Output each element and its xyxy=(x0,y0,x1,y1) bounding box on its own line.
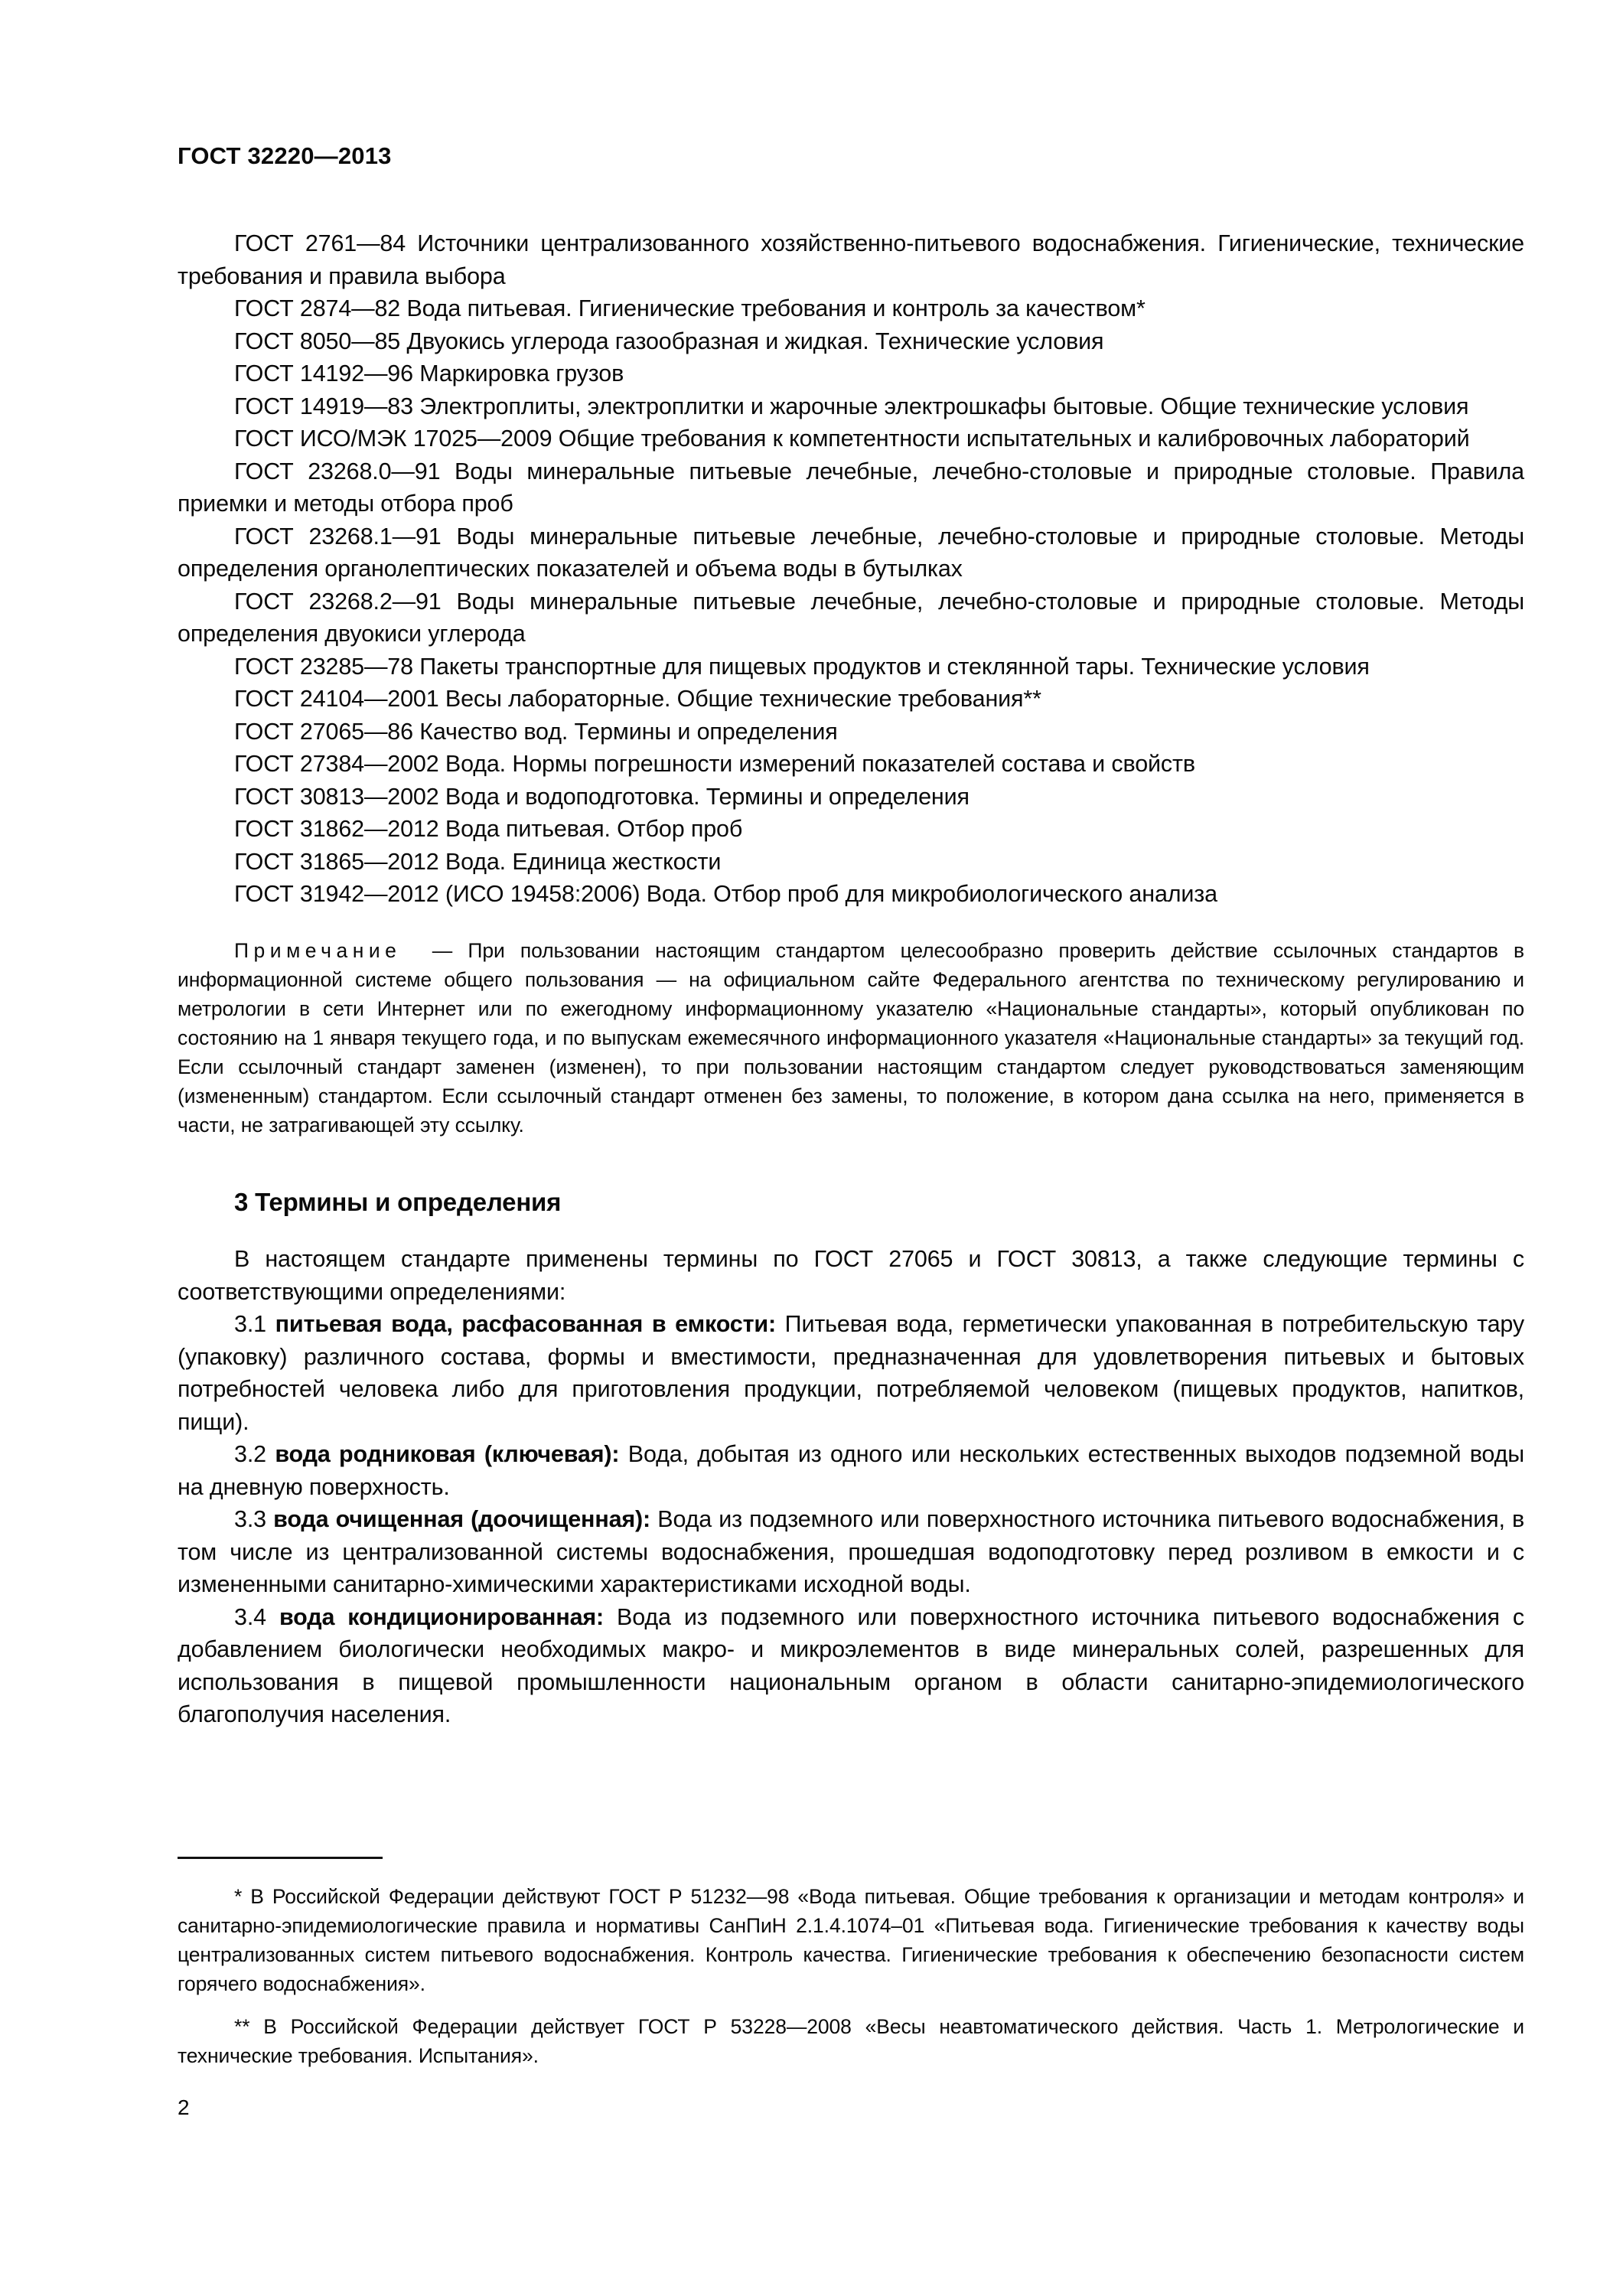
reference-item: ГОСТ 8050—85 Двуокись углерода газообразная и жидкая. Технические условия xyxy=(234,328,1104,354)
reference-item: ГОСТ 31865—2012 Вода. Единица жесткости xyxy=(234,848,722,875)
definition-term: вода кондиционированная: xyxy=(279,1603,605,1630)
reference-item: ГОСТ 23268.1—91 Воды минеральные питьевые лечебные, лечебно-столовые и природные столовые. Методы определения органолептических показателей и объема воды в бутылках xyxy=(178,523,1524,582)
note-paragraph xyxy=(178,936,1524,1140)
footnote-separator-rule xyxy=(178,1857,383,1859)
note-block xyxy=(178,936,1524,1140)
reference-item: ГОСТ 23285—78 Пакеты транспортные для пищевых продуктов и стеклянной тары. Технические условия xyxy=(234,653,1370,680)
footnote xyxy=(178,1882,1524,1998)
definition-number: 3.2 xyxy=(234,1441,275,1468)
reference-item: ГОСТ 27065—86 Качество вод. Термины и определения xyxy=(234,718,838,745)
running-header: ГОСТ 32220—2013 xyxy=(178,142,392,169)
definition-item xyxy=(178,1503,1524,1601)
footnote-marker: * xyxy=(234,1885,251,1908)
note-body: При пользовании настоящим стандартом целесообразно проверить действие ссылочных стандартов в информационной системе общего пользования — на официальном сайте Федерального агентства по техническому регулированию и метрологии в сети Интернет или по ежегодному информационному указателю «Национальные стандарты», который опубликован по состоянию на 1 января текущего года, и по выпускам ежемесячного информационного указателя «Национальные стандарты» за текущий год. Если ссылочный стандарт заменен (изменен), то при пользовании настоящим стандартом следует руководствоваться заменяющим (измененным) стандартом. Если ссылочный стандарт отменен без замены, то положение, в котором дана ссылка на него, применяется в части, не затрагивающей эту ссылку. xyxy=(178,938,1525,1137)
section-intro-paragraph: В настоящем стандарте применены термины по ГОСТ 27065 и ГОСТ 30813, а также следующие термины с соответствующими определениями: xyxy=(178,1246,1524,1305)
definition-term: вода родниковая (ключевая): xyxy=(275,1441,620,1468)
reference-item: ГОСТ 2761—84 Источники централизованного хозяйственно-питьевого водоснабжения. Гигиенические, технические требования и правила выбора xyxy=(178,230,1524,289)
definition-item xyxy=(178,1438,1524,1503)
reference-item: ГОСТ 30813—2002 Вода и водоподготовка. Термины и определения xyxy=(234,783,970,810)
definition-text: Питьевая вода, герметически упакованная в потребительскую тару (упаковку) различного состава, формы и вместимости, предназначенная для удовлетворения питьевых и бытовых потребностей человека либо для приготовления продукции, потребляемой человеком (пищевых продуктов, напитков, пищи). xyxy=(178,1311,1524,1435)
section-heading-terms: 3 Термины и определения xyxy=(234,1187,562,1216)
definition-number: 3.3 xyxy=(234,1506,274,1533)
reference-item: ГОСТ 23268.0—91 Воды минеральные питьевые лечебные, лечебно-столовые и природные столовые. Правила приемки и методы отбора проб xyxy=(178,458,1524,517)
definition-term: питьевая вода, расфасованная в емкости: xyxy=(275,1311,776,1338)
footnote-text: В Российской Федерации действуют ГОСТ Р 51232—98 «Вода питьевая. Общие требования к организации и методам контроля» и санитарно-эпидемиологические правила и нормативы СанПиН 2.1.4.1074–01 «Питьевая вода. Гигиенические требования к качеству воды централизованных систем питьевого водоснабжения. Контроль качества. Гигиенические требования к обеспечению безопасности систем горячего водоснабжения». xyxy=(178,1885,1524,1995)
footnote xyxy=(178,2012,1524,2070)
definition-text: Вода из подземного или поверхностного источника питьевого водоснабжения с добавлением биологически необходимых макро- и микроэлементов в виде минеральных солей, разрешенных для использования в пищевой промышленности национальным органом в области санитарно-эпидемиологического благополучия населения. xyxy=(178,1603,1525,1728)
page-content xyxy=(178,144,1524,1731)
reference-item: ГОСТ 23268.2—91 Воды минеральные питьевые лечебные, лечебно-столовые и природные столовые. Методы определения двуокиси углерода xyxy=(178,588,1524,647)
definition-number: 3.4 xyxy=(234,1603,279,1630)
note-label: Примечание xyxy=(234,938,402,962)
note-dash-space xyxy=(401,939,432,962)
reference-item: ГОСТ 14192—96 Маркировка грузов xyxy=(234,360,624,386)
note-dash-space2 xyxy=(452,939,468,962)
reference-item: ГОСТ 24104—2001 Весы лабораторные. Общие технические требования** xyxy=(234,686,1041,712)
reference-item: ГОСТ 31942—2012 (ИСО 19458:2006) Вода. Отбор проб для микробиологического анализа xyxy=(234,881,1217,907)
reference-item: ГОСТ 14919—83 Электроплиты, электроплитки и жарочные электрошкафы бытовые. Общие технические условия xyxy=(234,393,1469,419)
reference-item: ГОСТ 2874—82 Вода питьевая. Гигиенические требования и контроль за качеством* xyxy=(234,295,1146,321)
definitions-list xyxy=(178,1308,1524,1731)
note-dash: — xyxy=(432,938,453,962)
reference-item: ГОСТ ИСО/МЭК 17025—2009 Общие требования к компетентности испытательных и калибровочных лабораторий xyxy=(234,426,1470,452)
definition-term: вода очищенная (доочищенная): xyxy=(273,1506,651,1533)
normative-references-list xyxy=(178,227,1524,911)
footnote-marker: ** xyxy=(234,2015,264,2038)
definition-text: Вода из подземного или поверхностного источника питьевого водоснабжения, в том числе из централизованной системы водоснабжения, прошедшая водоподготовку перед розливом в емкости и с измененными санитарно-химическими характеристиками исходной воды. xyxy=(178,1506,1525,1598)
page-number: 2 xyxy=(178,2095,190,2119)
definition-item xyxy=(178,1601,1524,1731)
footnote-text: В Российской Федерации действует ГОСТ Р 53228—2008 «Весы неавтоматического действия. Часть 1. Метрологические и технические требования. Испытания». xyxy=(178,2015,1524,2067)
definition-text: Вода, добытая из одного или нескольких естественных выходов подземной воды на дневную поверхность. xyxy=(178,1441,1524,1500)
footnotes-area xyxy=(178,1857,1524,2070)
definition-number: 3.1 xyxy=(234,1311,275,1338)
reference-item: ГОСТ 31862—2012 Вода питьевая. Отбор проб xyxy=(234,816,743,842)
definition-item xyxy=(178,1308,1524,1438)
reference-item: ГОСТ 27384—2002 Вода. Нормы погрешности измерений показателей состава и свойств xyxy=(234,751,1195,777)
